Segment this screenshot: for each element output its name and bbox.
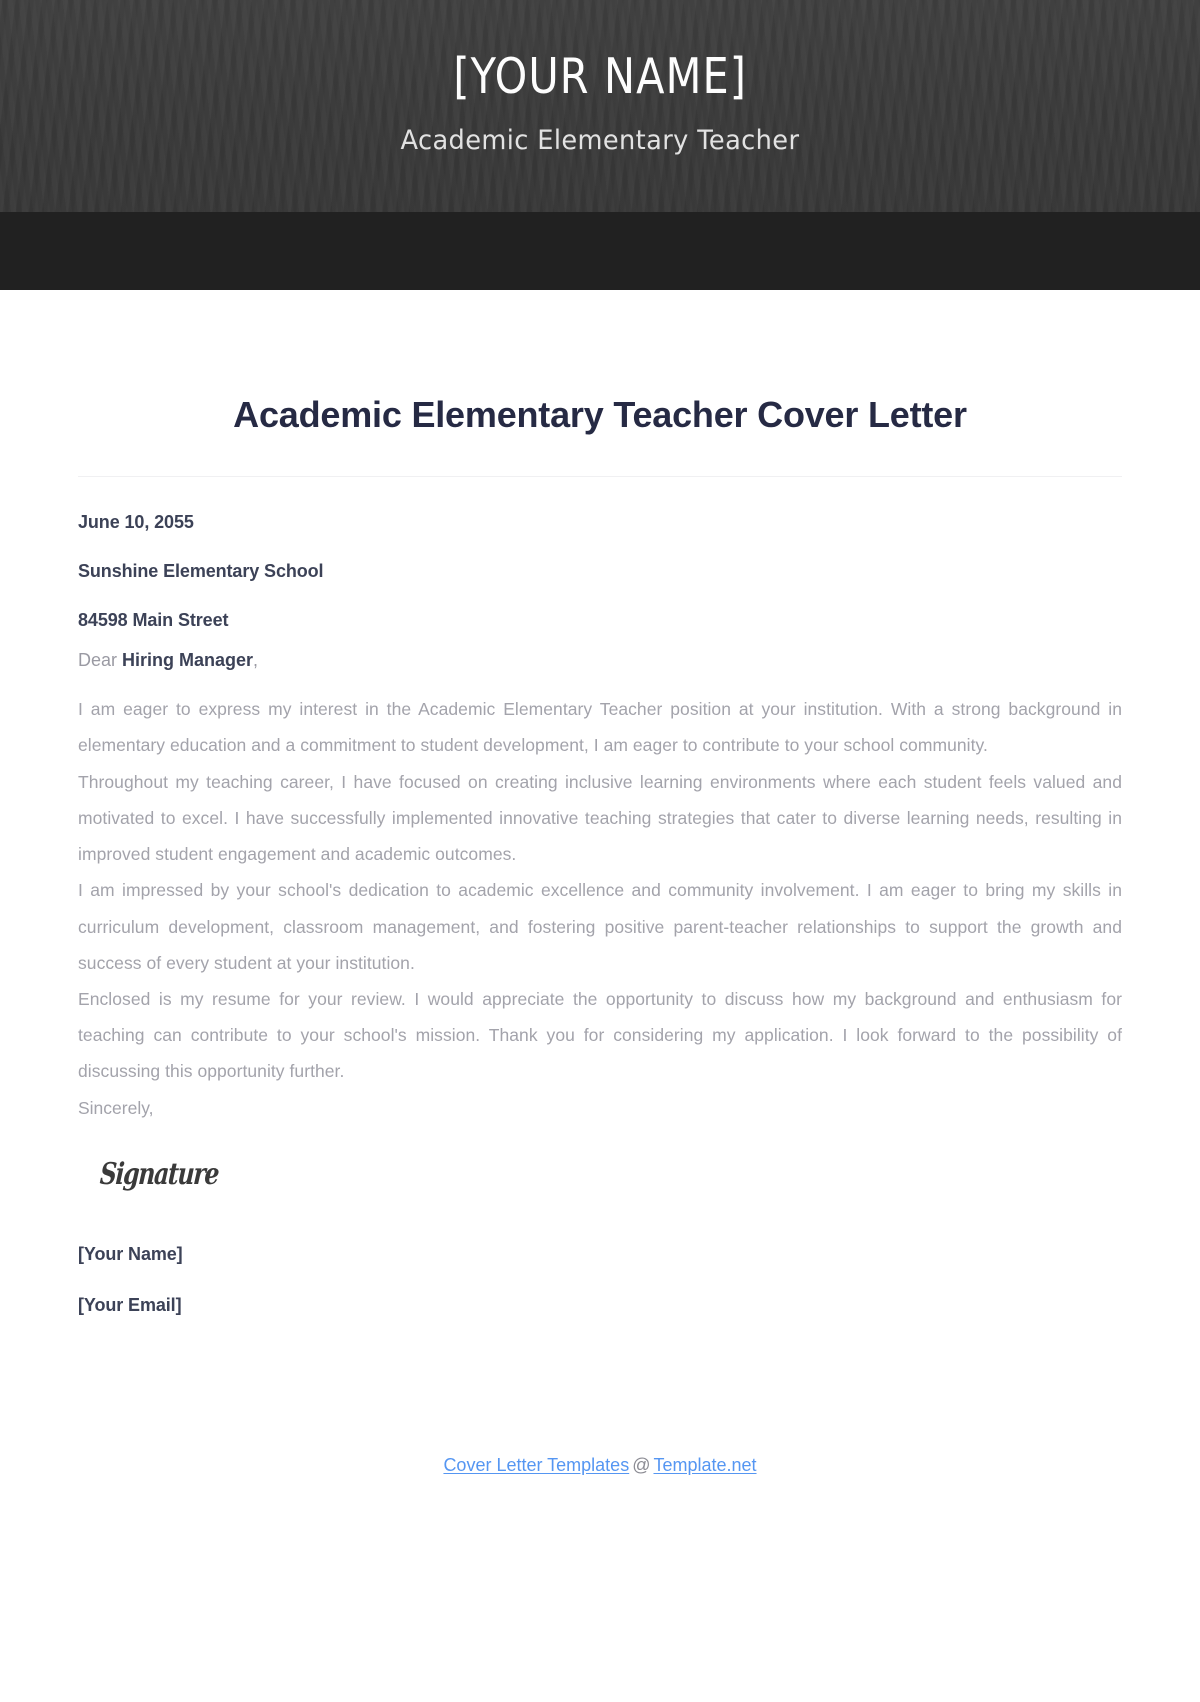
sender-name: [Your Name] xyxy=(78,1243,183,1264)
sender-block xyxy=(78,1209,1122,1314)
letterhead-banner xyxy=(0,0,1200,212)
closing-line: Sincerely, xyxy=(78,1097,154,1118)
signature-area xyxy=(78,1126,1122,1209)
salutation-prefix: Dear xyxy=(78,650,123,671)
salutation xyxy=(78,651,1122,669)
document-sheet xyxy=(0,290,1200,1314)
salutation-name: Hiring Manager xyxy=(122,650,254,671)
letterhead-name: [YOUR NAME] xyxy=(453,48,747,105)
body-paragraph-1: I am eager to express my interest in the Academic Elementary Teacher position at your institution. With a strong background in elementary education and a commitment to student development, I am eager to contribute to your school community. xyxy=(78,699,1122,756)
body-paragraph-4: Enclosed is my resume for your review. I would appreciate the opportunity to discuss how my background and enthusiasm for teaching can contribute to your school's mission. Thank you for considering my application. I look forward to the possibility of discussing this opportunity further. xyxy=(78,988,1122,1082)
letter-meta-block xyxy=(78,477,1122,629)
document-footer xyxy=(0,1455,1200,1477)
body-paragraph-2: Throughout my teaching career, I have focused on creating inclusive learning environments where each student feels valued and motivated to excel. I have successfully implemented innovative teaching strategies that cater to diverse learning needs, resulting in improved student engagement and academic outcomes. xyxy=(78,771,1122,865)
letter-date: June 10, 2055 xyxy=(78,512,194,533)
sender-email: [Your Email] xyxy=(78,1294,182,1315)
letterhead-role: Academic Elementary Teacher xyxy=(400,125,800,156)
page-title: Academic Elementary Teacher Cover Letter xyxy=(233,394,967,435)
recipient-address: 84598 Main Street xyxy=(78,610,229,631)
template-net-link[interactable]: Template.net xyxy=(653,1455,757,1475)
cover-letter-templates-link[interactable]: Cover Letter Templates xyxy=(443,1455,630,1475)
signature-mark: Signature xyxy=(98,1156,220,1192)
body-paragraph-3: I am impressed by your school's dedication to academic excellence and community involvement. I am eager to bring my skills in curriculum development, classroom management, and fostering positive parent-teacher relationships to support the growth and success of every student at your institution. xyxy=(78,880,1122,973)
salutation-suffix: , xyxy=(253,650,259,671)
recipient-organization: Sunshine Elementary School xyxy=(78,561,324,582)
footer-at-symbol: @ xyxy=(632,1455,651,1475)
letterhead-dark-band xyxy=(0,212,1200,290)
